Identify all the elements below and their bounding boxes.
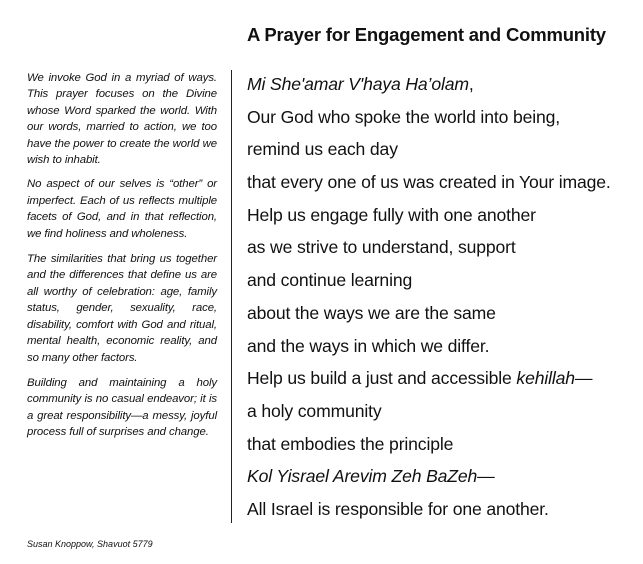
commentary-paragraph: Building and maintaining a holy community is no casual endeavor; it is a great responsibility—a messy, joyful process full of surprises and change. — [27, 376, 217, 439]
commentary-paragraph: The similarities that bring us together and the differences that define us are all worthy of celebration: age, family status, gender, sexuality, race, disability, comfort with God and ritual, mental health, economic reality, and so many other factors. — [27, 253, 217, 364]
hebrew-phrase: Mi She'amar V'haya Ha’olam — [247, 74, 469, 94]
prayer-line: remind us each day — [247, 139, 398, 160]
prayer-text — [247, 70, 643, 528]
hebrew-phrase: Kol Yisrael Arevim Zeh BaZeh — [247, 466, 478, 487]
prayer-line: as we strive to understand, support — [247, 237, 516, 258]
commentary-paragraph: We invoke God in a myriad of ways. This prayer focuses on the Divine whose Word sparked the world. With our words, married to action, we too have the power to create the world we wish to inhabit. — [27, 72, 217, 167]
prayer-line: a holy community — [247, 400, 382, 421]
prayer-line: Help us engage fully with one another — [247, 204, 536, 225]
prayer-line: and the ways in which we differ. — [247, 335, 490, 356]
column-divider — [231, 70, 232, 523]
hebrew-word-kehillah: kehillah — [516, 368, 575, 389]
prayer-line: and continue learning — [247, 270, 413, 291]
prayer-line: Our God who spoke the world into being, — [247, 106, 560, 127]
prayer-line: All Israel is responsible for one another. — [247, 498, 549, 519]
prayer-line: about the ways we are the same — [247, 302, 496, 323]
commentary-paragraph: No aspect of our selves is “other” or imperfect. Each of us reflects multiple facets of God, and in that reflection, we find holiness and wholeness. — [27, 178, 217, 240]
commentary-column — [27, 70, 217, 450]
prayer-line-kehillah: Help us build a just and accessible kehillah— — [247, 368, 593, 389]
page-title: A Prayer for Engagement and Community — [247, 24, 606, 45]
prayer-line: that embodies the principle — [247, 433, 454, 454]
author-credit: Susan Knoppow, Shavuot 5779 — [27, 539, 153, 549]
prayer-line-opening: Mi She'amar V'haya Ha’olam, — [247, 74, 474, 94]
prayer-line: that every one of us was created in Your image. — [247, 172, 611, 193]
prayer-line-principle: Kol Yisrael Arevim Zeh BaZeh— — [247, 466, 495, 487]
